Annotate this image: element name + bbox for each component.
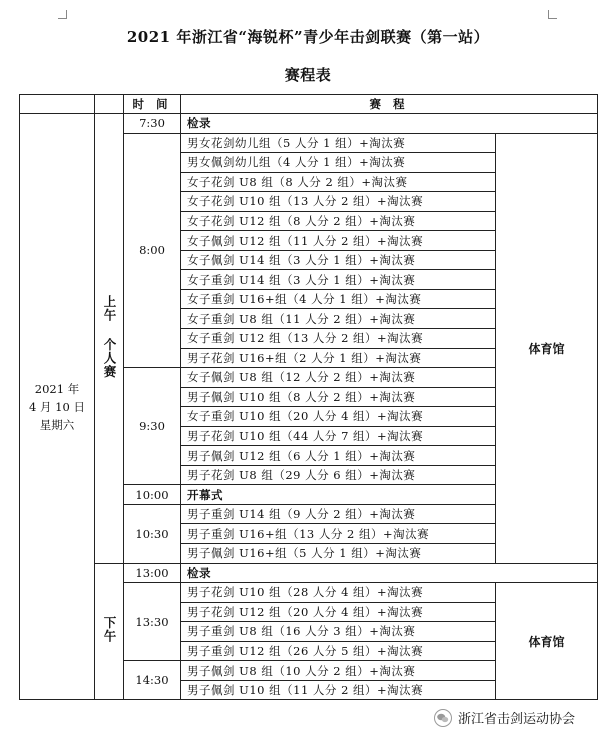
time-cell: 7:30 [124, 114, 181, 134]
header-program: 赛 程 [181, 95, 598, 114]
morning-session-label: 上午 个人赛 [102, 295, 117, 379]
event-cell: 男子花剑 U10 组（28 人分 4 组）+淘汰赛 [181, 583, 496, 603]
event-cell: 女子佩剑 U8 组（12 人分 2 组）+淘汰赛 [181, 368, 496, 388]
event-cell: 女子重剑 U10 组（20 人分 4 组）+淘汰赛 [181, 407, 496, 427]
header-row [20, 95, 598, 114]
event-cell: 男女花剑幼儿组（5 人分 1 组）+淘汰赛 [181, 133, 496, 153]
event-cell: 女子重剑 U12 组（13 人分 2 组）+淘汰赛 [181, 329, 496, 349]
header-blank-session [95, 95, 124, 114]
event-label-cell: 检录 [181, 114, 598, 134]
venue-cell: 体育馆 [496, 583, 598, 700]
date-line: 4 月 10 日 [29, 399, 85, 414]
page-corner-mark-right [548, 10, 557, 19]
event-cell: 女子重剑 U14 组（3 人分 1 组）+淘汰赛 [181, 270, 496, 290]
event-cell: 男子重剑 U12 组（26 人分 5 组）+淘汰赛 [181, 641, 496, 661]
event-cell: 男子佩剑 U10 组（11 人分 2 组）+淘汰赛 [181, 680, 496, 700]
date-line: 星期六 [39, 417, 75, 432]
morning-session-cell [95, 114, 124, 564]
event-cell: 女子花剑 U10 组（13 人分 2 组）+淘汰赛 [181, 192, 496, 212]
date-line: 2021 年 [34, 381, 80, 396]
schedule-row [20, 563, 598, 583]
event-cell: 男子花剑 U16+组（2 人分 1 组）+淘汰赛 [181, 348, 496, 368]
page-corner-mark-left [58, 10, 67, 19]
schedule-table [19, 94, 598, 700]
event-label-cell: 开幕式 [181, 485, 598, 505]
afternoon-session-cell [95, 563, 124, 700]
event-cell: 女子重剑 U16+组（4 人分 1 组）+淘汰赛 [181, 289, 496, 309]
event-cell: 女子佩剑 U14 组（3 人分 1 组）+淘汰赛 [181, 250, 496, 270]
event-cell: 男子佩剑 U10 组（8 人分 2 组）+淘汰赛 [181, 387, 496, 407]
event-cell: 男子重剑 U8 组（16 人分 3 组）+淘汰赛 [181, 622, 496, 642]
event-cell: 男子花剑 U8 组（29 人分 6 组）+淘汰赛 [181, 465, 496, 485]
schedule-row [20, 114, 598, 134]
event-cell: 男子重剑 U14 组（9 人分 2 组）+淘汰赛 [181, 504, 496, 524]
wechat-icon [434, 709, 452, 727]
event-cell: 男子佩剑 U12 组（6 人分 1 组）+淘汰赛 [181, 446, 496, 466]
event-cell: 男子佩剑 U8 组（10 人分 2 组）+淘汰赛 [181, 661, 496, 681]
time-cell: 10:30 [124, 504, 181, 563]
event-cell: 男女佩剑幼儿组（4 人分 1 组）+淘汰赛 [181, 153, 496, 173]
event-cell: 女子花剑 U8 组（8 人分 2 组）+淘汰赛 [181, 172, 496, 192]
event-cell: 女子佩剑 U12 组（11 人分 2 组）+淘汰赛 [181, 231, 496, 251]
event-cell: 男子佩剑 U16+组（5 人分 1 组）+淘汰赛 [181, 544, 496, 564]
time-cell: 10:00 [124, 485, 181, 505]
watermark [434, 708, 575, 727]
time-cell: 14:30 [124, 661, 181, 700]
event-cell: 男子重剑 U16+组（13 人分 2 组）+淘汰赛 [181, 524, 496, 544]
event-cell: 男子花剑 U10 组（44 人分 7 组）+淘汰赛 [181, 426, 496, 446]
event-cell: 男子花剑 U12 组（20 人分 4 组）+淘汰赛 [181, 602, 496, 622]
afternoon-session-label: 下午 [102, 616, 117, 644]
time-cell: 9:30 [124, 368, 181, 485]
watermark-text: 浙江省击剑运动协会 [458, 712, 576, 727]
time-cell: 13:00 [124, 563, 181, 583]
document-subtitle: 赛程表 [284, 66, 332, 84]
header-time: 时 间 [124, 95, 181, 114]
time-cell: 8:00 [124, 133, 181, 368]
event-cell: 女子花剑 U12 组（8 人分 2 组）+淘汰赛 [181, 211, 496, 231]
event-cell: 女子重剑 U8 组（11 人分 2 组）+淘汰赛 [181, 309, 496, 329]
header-blank-date [20, 95, 95, 114]
document-title: 2021 年浙江省“海锐杯”青少年击剑联赛（第一站） [126, 28, 490, 46]
time-cell: 13:30 [124, 583, 181, 661]
date-cell [20, 114, 95, 700]
event-label-cell: 检录 [181, 563, 598, 583]
venue-cell: 体育馆 [496, 133, 598, 563]
